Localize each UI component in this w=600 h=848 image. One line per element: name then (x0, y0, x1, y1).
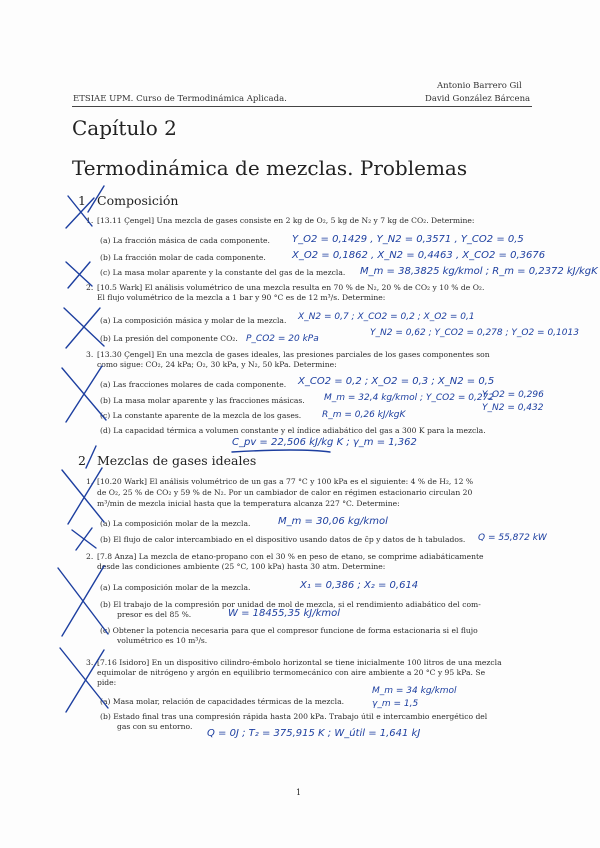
underline-mark (232, 450, 330, 452)
handwritten-answer: X_N2 = 0,7 ; X_CO2 = 0,2 ; X_O2 = 0,1 (298, 312, 475, 322)
item-a: (a) La composición másica y molar de la mezcla. (100, 316, 287, 325)
problem-statement: pide: (97, 678, 117, 687)
cross-mark (86, 446, 96, 468)
problem-statement: de O₂, 25 % de CO₂ y 59 % de N₂. Por un cambiador de calor en régimen estacionario circulan 20 (97, 488, 473, 497)
section-number: 1 (78, 193, 86, 208)
cross-mark (66, 196, 94, 228)
item-b-cont: presor es del 85 %. (117, 610, 192, 619)
cross-mark (58, 566, 108, 636)
handwritten-answer: Y_N2 = 0,432 (482, 403, 544, 413)
item-d: (d) La capacidad térmica a volumen constante y el índice adiabático del gas a 300 K para la mezcla. (100, 426, 486, 435)
handwritten-answer: M_m = 32,4 kg/kmol ; Y_CO2 = 0,272 (324, 393, 495, 403)
handwritten-answer: M_m = 30,06 kg/kmol (278, 516, 388, 527)
item-a: (a) La composición molar de la mezcla. (100, 583, 251, 592)
handwritten-answer: Y_O2 = 0,296 (482, 390, 544, 400)
item-b: (b) La fracción molar de cada componente. (100, 253, 266, 262)
handwritten-answer: γ_m = 1,5 (372, 699, 419, 709)
item-c-cont: volumétrico es 10 m³/s. (117, 636, 208, 645)
handwritten-answer: X_O2 = 0,1862 , X_N2 = 0,4463 , X_CO2 = 0,3676 (292, 250, 546, 261)
handwritten-answer: X_CO2 = 0,2 ; X_O2 = 0,3 ; X_N2 = 0,5 (298, 376, 495, 387)
section-title: Composición (97, 193, 179, 208)
item-b: (b) El trabajo de la compresión por unidad de mol de mezcla, si el rendimiento adiabático del com- (100, 600, 481, 609)
problem-statement: m³/min de mezcla inicial hasta que la temperatura alcanza 227 °C. Determine: (97, 499, 400, 508)
section-number: 2 (78, 453, 86, 468)
handwritten-answer: C_pv = 22,506 kJ/kg K ; γ_m = 1,362 (232, 437, 417, 448)
item-c: (c) Obtener la potencia necesaria para que el compresor funcione de forma estacionaria si el flujo (100, 626, 478, 635)
item-b: (b) La presión del componente CO₂. (100, 334, 238, 343)
item-b: (b) Estado final tras una compresión rápida hasta 200 kPa. Trabajo útil e intercambio energético del (100, 712, 488, 721)
problem-statement: [10.5 Wark] El análisis volumétrico de una mezcla resulta en 70 % de N₂, 20 % de CO₂ y 10 % de O₂. (97, 283, 485, 292)
item-a: (a) La fracción másica de cada componente. (100, 236, 270, 245)
author-2: David González Bárcena (425, 94, 531, 104)
handwritten-answer: X₁ = 0,386 ; X₂ = 0,614 (300, 580, 419, 591)
section-title: Mezclas de gases ideales (97, 453, 257, 468)
problem-number: 2. (86, 552, 94, 561)
item-a: (a) Masa molar, relación de capacidades térmicas de la mezcla. (100, 697, 345, 706)
cross-mark (60, 648, 108, 712)
handwritten-answer: Y_O2 = 0,1429 , Y_N2 = 0,3571 , Y_CO2 = 0,5 (292, 234, 524, 245)
handwritten-answer: Q = 55,872 kW (478, 533, 547, 543)
author-1: Antonio Barrero Gil (437, 81, 522, 91)
cross-mark (64, 308, 104, 348)
course-header: ETSIAE UPM. Curso de Termodinámica Aplicada. (73, 94, 287, 104)
handwritten-answer: Y_N2 = 0,62 ; Y_CO2 = 0,278 ; Y_O2 = 0,1013 (370, 328, 579, 338)
item-a: (a) Las fracciones molares de cada componente. (100, 380, 287, 389)
cross-mark (62, 366, 106, 422)
problem-number: 1. (86, 477, 94, 486)
chapter-heading: Capítulo 2 (72, 116, 177, 140)
problem-statement: equimolar de nitrógeno y argón en equilibrio termomecánico con aire ambiente a 20 °C y 95 kPa. Se (97, 668, 486, 677)
problem-number: 3. (86, 658, 94, 667)
cross-mark (88, 186, 104, 212)
handwritten-answer: M_m = 34 kg/kmol (372, 686, 457, 696)
problem-statement: desde las condiciones ambiente (25 °C, 100 kPa) hasta 30 atm. Determine: (97, 562, 386, 571)
handwritten-answer: P_CO2 = 20 kPa (246, 334, 319, 344)
handwritten-answer: R_m = 0,26 kJ/kgK (322, 410, 406, 420)
handwritten-answer: Q = 0J ; T₂ = 375,915 K ; W_útil = 1,641 kJ (207, 728, 421, 739)
problem-statement: El flujo volumétrico de la mezcla a 1 bar y 90 °C es de 12 m³/s. Determine: (97, 293, 386, 302)
item-b: (b) La masa molar aparente y las fracciones másicas. (100, 396, 305, 405)
problem-number: 3. (86, 350, 94, 359)
handwritten-answer: W = 18455,35 kJ/kmol (228, 608, 341, 619)
cross-mark (72, 528, 96, 550)
item-b: (b) El flujo de calor intercambiado en el dispositivo usando datos de c̄p y datos de h tabulados. (100, 535, 466, 544)
problem-statement: [7.8 Anza] La mezcla de etano-propano con el 30 % en peso de etano, se comprime adiabáticamente (97, 552, 484, 561)
problem-statement: como sigue: CO₂, 24 kPa; O₂, 30 kPa, y N₂, 50 kPa. Determine: (97, 360, 337, 369)
problem-statement: [10.20 Wark] El análisis volumétrico de un gas a 77 °C y 100 kPa es el siguiente: 4 % de H₂, 12 % (97, 477, 474, 486)
item-c: (c) La constante aparente de la mezcla de los gases. (100, 411, 302, 420)
cross-mark (66, 262, 92, 288)
problem-statement: [13.30 Çengel] En una mezcla de gases ideales, las presiones parciales de los gases componentes son (97, 350, 490, 359)
problem-number: 2. (86, 283, 94, 292)
problem-number: 1. (86, 216, 94, 225)
page-number: 1 (296, 788, 302, 797)
problem-statement: [13.11 Çengel] Una mezcla de gases consiste en 2 kg de O₂, 5 kg de N₂ y 7 kg de CO₂. Determine: (97, 216, 475, 225)
handwritten-answer: M_m = 38,3825 kg/kmol ; R_m = 0,2372 kJ/kgK (360, 266, 598, 277)
item-c: (c) La masa molar aparente y la constante del gas de la mezcla. (100, 268, 346, 277)
page-title: Termodinámica de mezclas. Problemas (72, 156, 468, 180)
item-a: (a) La composición molar de la mezcla. (100, 519, 251, 528)
cross-mark (62, 468, 104, 524)
problem-statement: [7.16 Isidoro] En un dispositivo cilindro-émbolo horizontal se tiene inicialmente 100 litros de una mezcla (97, 658, 502, 667)
item-b-cont: gas con su entorno. (117, 722, 193, 731)
